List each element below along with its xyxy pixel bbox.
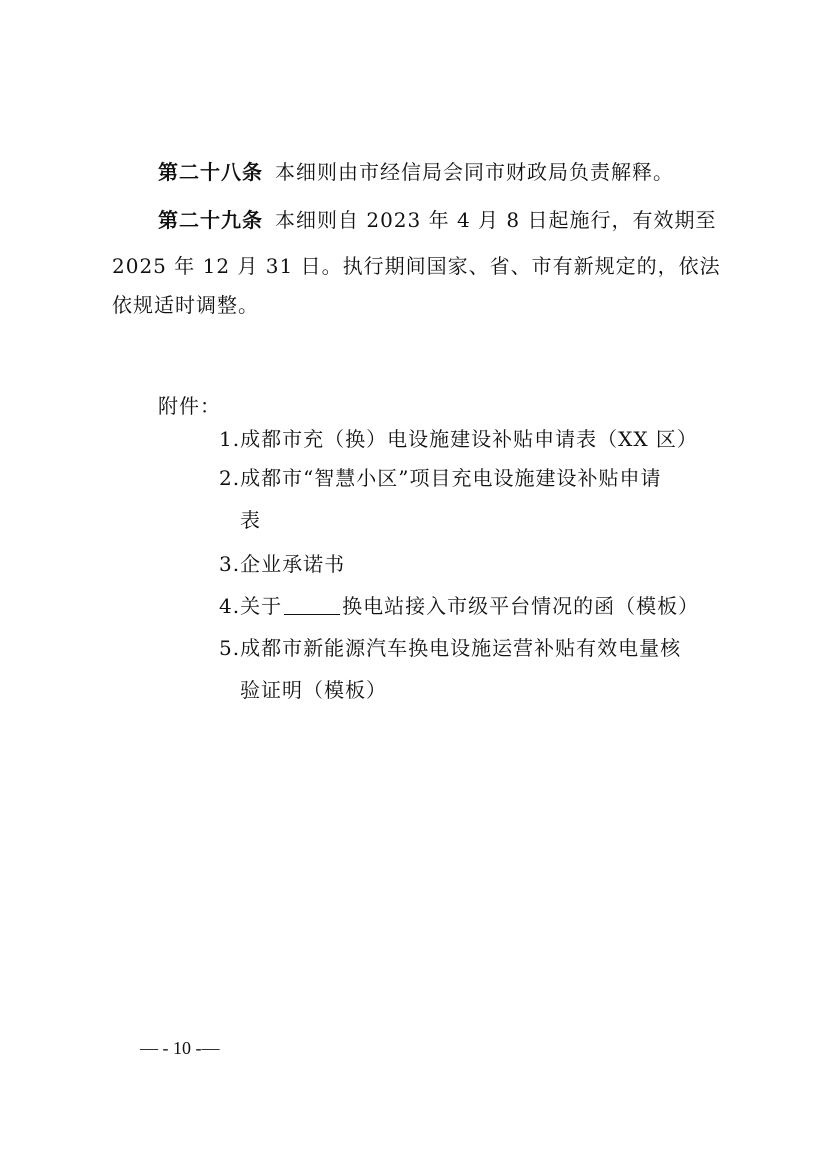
article-29-line-2: 2025 年 12 月 31 日。执行期间国家、省、市有新规定的，依法	[112, 254, 721, 278]
attachment-item-5-line-1: 5.成都市新能源汽车换电设施运营补贴有效电量核	[219, 636, 682, 660]
attachment-item-2-line-1: 2.成都市“智慧小区”项目充电设施建设补贴申请	[219, 466, 662, 490]
attachment-item-1: 1.成都市充（换）电设施建设补贴申请表（XX 区）	[219, 427, 698, 451]
article-28	[158, 158, 674, 186]
article-29-line-1	[158, 206, 717, 234]
article-28-text: 本细则由市经信局会同市财政局负责解释。	[275, 160, 674, 184]
attachment-item-4	[219, 592, 699, 620]
article-29-text-1: 本细则自 2023 年 4 月 8 日起施行，有效期至	[275, 208, 717, 232]
attachment-item-2-line-2: 表	[240, 508, 261, 532]
attachments-label: 附件：	[158, 394, 221, 418]
attachment-item-5-line-2: 验证明（模板）	[240, 678, 387, 702]
article-28-heading: 第二十八条	[158, 160, 263, 184]
attachment-item-3: 3.企业承诺书	[219, 552, 346, 576]
attachment-item-4-suffix: 换电站接入市级平台情况的函（模板）	[342, 594, 700, 618]
article-29-line-3: 依规适时调整。	[112, 293, 259, 317]
article-29-heading: 第二十九条	[158, 208, 263, 232]
attachment-item-4-prefix: 4.关于	[219, 594, 283, 618]
fill-in-blank	[284, 596, 340, 615]
page-number: — - 10 -—	[140, 1038, 220, 1058]
